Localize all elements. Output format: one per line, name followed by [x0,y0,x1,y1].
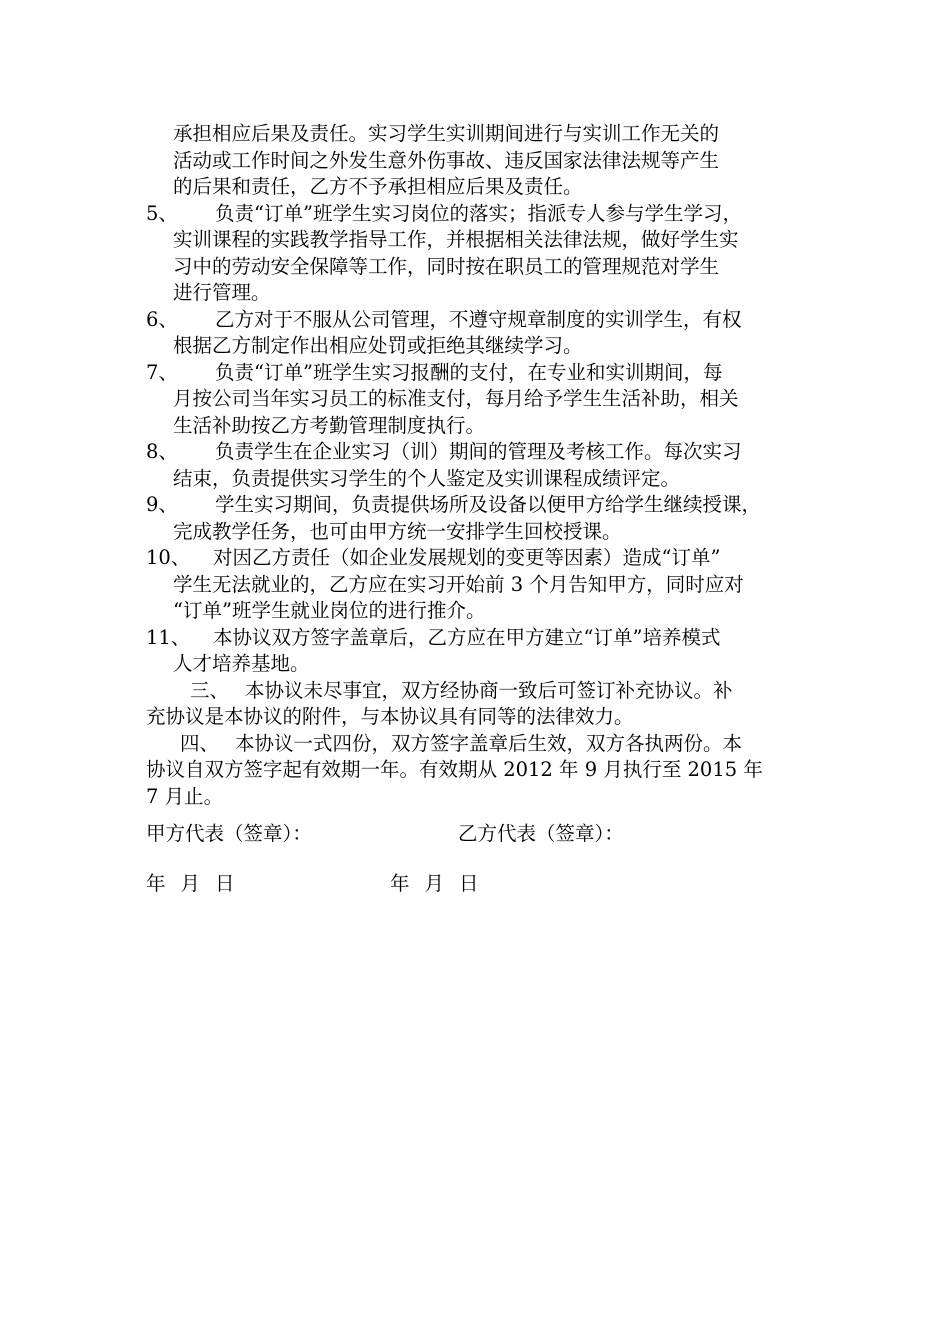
signature-dates [146,871,479,897]
clause-number: 9、 [146,493,178,516]
date-month: 月 [424,872,445,895]
clause-line: 习中的劳动安全保障等工作，同时按在职员工的管理规范对学生 [173,254,720,278]
clause-line: 负责“订单”班学生实习报酬的支付，在专业和实训期间，每 [215,360,723,384]
clause-line: 学生实习期间，负责提供场所及设备以便甲方给学生继续授课， [215,493,762,516]
clause-line: “订单”班学生就业岗位的进行推介。 [173,599,486,622]
party-a-representative: 甲方代表（签章）： [146,822,312,845]
party-a-date [146,872,250,895]
clause-line: 月按公司当年实习员工的标准支付，每月给予学生生活补助，相关 [173,387,739,410]
clause-number: 8、 [146,440,178,463]
continuation-line: 活动或工作时间之外发生意外伤事故、违反国家法律法规等产生 [173,148,720,172]
clause-line: 乙方对于不服从公司管理，不遵守规章制度的实训学生，有权 [215,307,742,331]
section-line: 本协议一式四份，双方签字盖章后生效，双方各执两份。本 [235,731,743,755]
clause-item-5 [146,201,818,307]
agreement-body [146,121,818,810]
continuation-paragraph [146,121,818,201]
section-line: 本协议未尽事宜，双方经协商一致后可签订补充协议。补 [245,678,733,702]
clause-line: 根据乙方制定作出相应处罚或拒绝其继续学习。 [173,334,583,357]
signature-representatives [146,821,624,847]
clause-number: 6、 [146,307,178,331]
section-line: 充协议是本协议的附件，与本协议具有同等的法律效力。 [146,705,634,728]
clause-number: 10、 [146,546,191,569]
clause-line: 进行管理。 [173,281,271,304]
clause-line: 负责学生在企业实习（训）期间的管理及考核工作。每次实习 [215,440,742,463]
clause-line: 人才培养基地。 [173,652,310,675]
section-label: 三、 [190,678,230,702]
date-day: 日 [215,872,235,895]
continuation-line: 的后果和责任，乙方不予承担相应后果及责任。 [173,175,583,198]
date-day: 日 [459,872,479,895]
clause-number: 11、 [146,625,191,649]
party-b-date [390,871,494,897]
clause-line: 完成教学任务，也可由甲方统一安排学生回校授课。 [173,519,622,543]
clause-item-6 [146,307,818,360]
date-year: 年 [146,872,166,895]
section-line: 协议自双方签字起有效期一年。有效期从 2012 年 9 月执行至 2015 年 [146,758,763,781]
clause-line: 结束，负责提供实习学生的个人鉴定及实训课程成绩评定。 [173,466,681,490]
date-month: 月 [180,872,201,895]
clause-line: 学生无法就业的，乙方应在实习开始前 3 个月告知甲方，同时应对 [173,572,744,596]
clause-line: 对因乙方责任（如企业发展规划的变更等因素）造成“订单” [213,546,721,569]
clause-item-11 [146,625,818,678]
clause-item-8 [146,439,818,492]
clause-line: 实训课程的实践教学指导工作，并根据相关法律法规，做好学生实 [173,228,739,251]
clause-line: 负责“订单”班学生实习岗位的落实；指派专人参与学生学习， [215,201,742,225]
clause-line: 生活补助按乙方考勤管理制度执行。 [173,413,486,437]
section-four [146,731,818,811]
party-b-representative: 乙方代表（签章）： [458,822,624,845]
clause-line: 本协议双方签字盖章后，乙方应在甲方建立“订单”培养模式 [213,625,721,649]
date-year: 年 [390,872,410,895]
continuation-line: 承担相应后果及责任。实习学生实训期间进行与实训工作无关的 [173,122,720,145]
clause-item-7 [146,360,818,440]
clause-number: 5、 [146,201,178,225]
section-three [146,678,818,731]
clause-item-9 [146,492,818,545]
clause-item-10 [146,545,818,625]
section-label: 四、 [180,731,220,755]
section-line: 7 月止。 [146,784,224,808]
clause-number: 7、 [146,360,178,384]
